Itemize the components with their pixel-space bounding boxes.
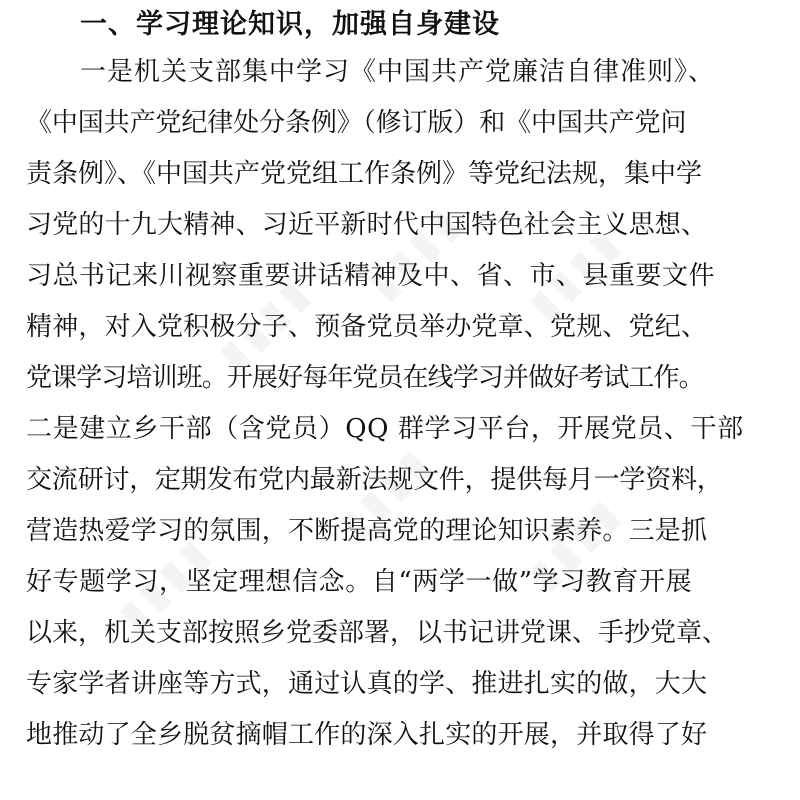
paragraph-line: 好专题学习，坚定理想信念。自“两学一做”学习教育开展 xyxy=(26,567,693,597)
paragraph-line: 交流研讨，定期发布党内最新法规文件，提供每月一学资料， xyxy=(26,465,723,495)
paragraph-line: 《中国共产党纪律处分条例》（修订版）和《中国共产党问 xyxy=(26,108,687,138)
paragraph-line: 以来，机关支部按照乡党委部署，以书记讲党课、手抄党章、 xyxy=(26,618,729,648)
paragraph-line: 责条例》、《中国共产党党组工作条例》等党纪法规，集中学 xyxy=(26,159,703,189)
paragraph-line: 地推动了全乡脱贫摘帽工作的深入扎实的开展，并取得了好 xyxy=(26,720,708,750)
paragraph-line: 专家学者讲座等方式，通过认真的学、推进扎实的做，大大 xyxy=(26,669,708,699)
paragraph-line: 二是建立乡干部（含党员）QQ 群学习平台，开展党员、干部 xyxy=(26,414,744,444)
paragraph-line: 党课学习培训班。开展好每年党员在线学习并做好考试工作。 xyxy=(26,363,704,393)
paragraph-line: 营造热爱学习的氛围，不断提高党的理论知识素养。三是抓 xyxy=(26,516,708,546)
section-heading: 一、学习理论知识，加强自身建设 xyxy=(80,9,500,40)
paragraph-line: 习党的十九大精神、习近平新时代中国特色社会主义思想、 xyxy=(26,210,708,240)
paragraph-line: 精神，对入党积极分子、预备党员举办党章、党规、党纪、 xyxy=(26,312,708,342)
paragraph-line: 一是机关支部集中学习《中国共产党廉洁自律准则》、 xyxy=(80,57,716,87)
paragraph-line: 习总书记来川视察重要讲话精神及中、省、市、县重要文件 xyxy=(26,261,716,291)
